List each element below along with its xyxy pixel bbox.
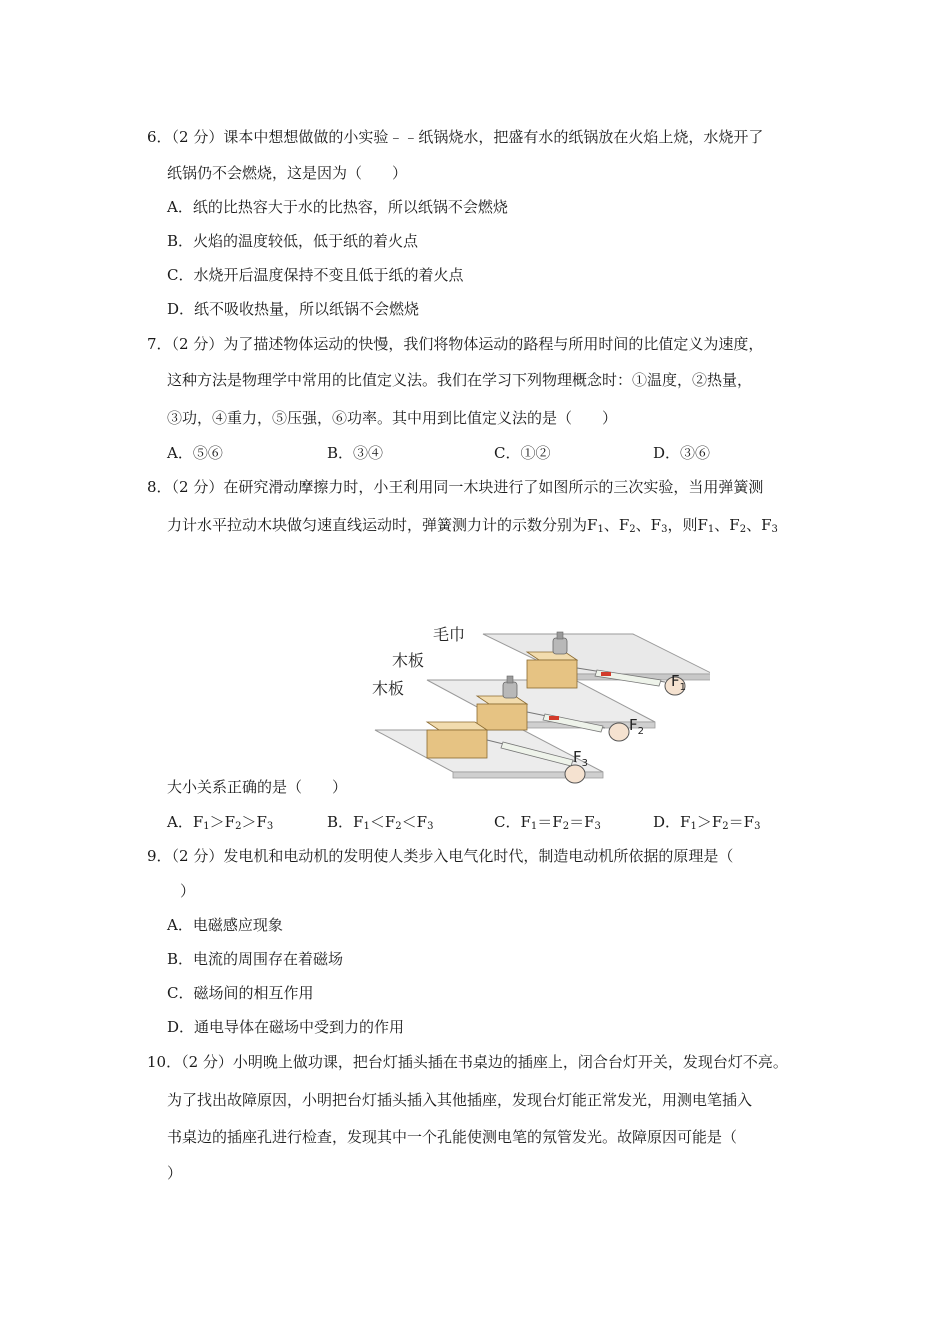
q6-option-d[interactable]: D．纸不吸收热量，所以纸锅不会燃烧 (167, 300, 420, 318)
q9-option-b[interactable]: B．电流的周围存在着磁场 (167, 950, 344, 968)
q7-stem-line-3: ③功，④重力，⑤压强，⑥功率。其中用到比值定义法的是（ ） (167, 409, 618, 427)
q8-option-b[interactable]: B．$F_1<F_2<F_3$ (327, 813, 434, 832)
label-f3: $F_3$ (573, 748, 589, 769)
q6-stem-line-1: 6．（2 分）课本中想想做做的小实验﹣﹣纸锅烧水，把盛有水的纸锅放在火焰上烧，水烧开了 (147, 128, 764, 146)
q6-stem-line-2: 纸锅仍不会燃烧，这是因为（ ） (167, 164, 408, 182)
q7-option-d[interactable]: D．③⑥ (653, 444, 711, 462)
label-board-2: 木板 (372, 679, 405, 698)
q6-option-b[interactable]: B．火焰的温度较低，低于纸的着火点 (167, 232, 419, 250)
q9-stem-line-1: 9．（2 分）发电机和电动机的发明使人类步入电气化时代，制造电动机所依据的原理是（ (147, 847, 734, 865)
q6-option-c[interactable]: C．水烧开后温度保持不变且低于纸的着火点 (167, 266, 464, 284)
q7-option-a[interactable]: A．⑤⑥ (167, 444, 223, 462)
q9-option-d[interactable]: D．通电导体在磁场中受到力的作用 (167, 1018, 405, 1036)
wood-block-3 (427, 722, 487, 758)
q7-option-c[interactable]: C．①② (494, 444, 551, 462)
q9-option-c[interactable]: C．磁场间的相互作用 (167, 984, 314, 1002)
friction-experiment-figure (365, 622, 710, 794)
q8-stem-line-2: 力计水平拉动木块做匀速直线运动时，弹簧测力计的示数分别为$F_1$、$F_2$、$F_3$，则$F_1$、$F_2$、$F_3$ (167, 516, 778, 535)
q10-stem-line-2: 为了找出故障原因，小明把台灯插头插入其他插座，发现台灯能正常发光，用测电笔插入 (167, 1091, 753, 1109)
label-f1: $F_1$ (671, 672, 687, 693)
q8-stem-line-1: 8．（2 分）在研究滑动摩擦力时，小王利用同一木块进行了如图所示的三次实验，当用弹簧测 (147, 478, 764, 496)
hand-2 (609, 723, 629, 741)
q7-stem-line-1: 7．（2 分）为了描述物体运动的快慢，我们将物体运动的路程与所用时间的比值定义为速度， (147, 335, 764, 353)
label-towel: 毛巾 (433, 625, 466, 644)
q9-option-a[interactable]: A．电磁感应现象 (167, 916, 283, 934)
q8-option-c[interactable]: C．$F_1=F_2=F_3$ (494, 813, 601, 832)
q10-stem-line-1: 10．（2 分）小明晚上做功课，把台灯插头插在书桌边的插座上，闭合台灯开关，发现台灯不亮。 (147, 1053, 788, 1071)
label-f2: $F_2$ (629, 716, 645, 737)
q10-stem-line-3: 书桌边的插座孔进行检查，发现其中一个孔能使测电笔的氖管发光。故障原因可能是（ (167, 1128, 738, 1146)
q8-stem-line-3: 大小关系正确的是（ ） (167, 778, 348, 796)
q10-stem-line-4: ） (167, 1164, 183, 1182)
q8-option-d[interactable]: D．$F_1>F_2=F_3$ (653, 813, 761, 832)
q7-option-b[interactable]: B．③④ (327, 444, 384, 462)
q6-option-a[interactable]: A．纸的比热容大于水的比热容，所以纸锅不会燃烧 (167, 198, 508, 216)
q7-stem-line-2: 这种方法是物理学中常用的比值定义法。我们在学习下列物理概念时：①温度，②热量， (167, 371, 753, 389)
q8-option-a[interactable]: A．$F_1>F_2>F_3$ (167, 813, 274, 832)
q9-stem-line-2: ） (180, 882, 196, 900)
label-board-1: 木板 (392, 651, 425, 670)
